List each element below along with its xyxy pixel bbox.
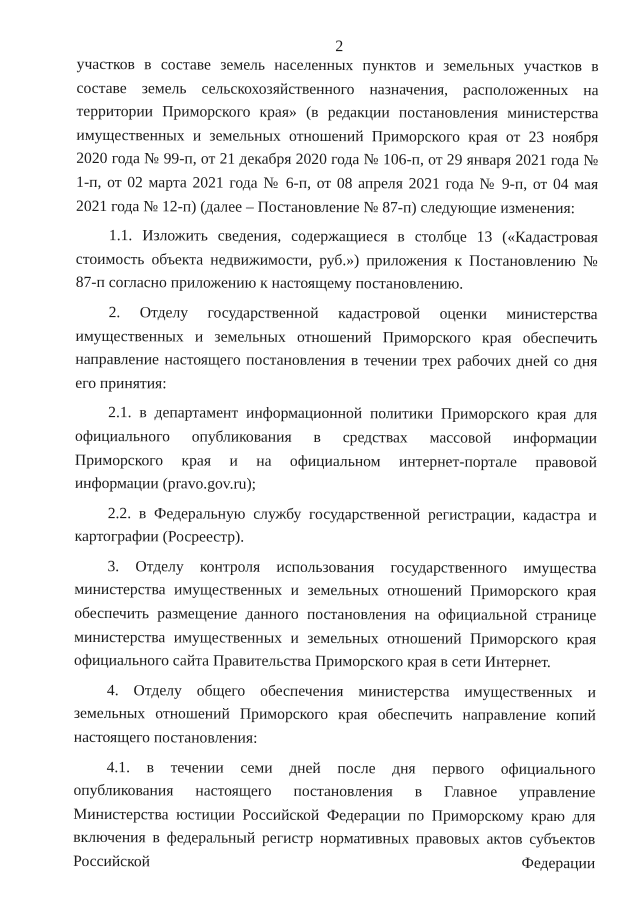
paragraph-2-1: 2.1. в департамент информационной политики Приморского края для официального опубликования в средствах массовой информации Приморского края и на официальном интернет-портале правовой информации (pravo.gov.ru); xyxy=(74,404,598,493)
paragraph-3: 3. Отделу контроля использования государственного имущества министерства имущественных и земельных отношений Приморского края обеспечить размещение данного постановления на официальной странице министерства имущественных и земельных отношений Приморского края официального сайта Правительства Приморского края в сети Интернет. xyxy=(74,557,597,672)
intro-paragraph: участков в составе земель населенных пунктов и земельных участков в составе земель сельскохозяйственного назначения, расположенных на территории Приморского края» (в редакции постановления министерства имущественных и земельных отношений Приморского края от 23 ноября 2020 года № 99-п, от 21 декабря 2020 года № 106-п, от 29 января 2021 года № 1-п, от 02 марта 2021 года № 6-п, от 08 апреля 2021 года № 9-п, от 04 мая 2021 года № 12-п) (далее – Постановление № 87-п) следующие изменения: xyxy=(76,55,599,217)
paragraph-1-1: 1.1. Изложить сведения, содержащиеся в столбце 13 («Кадастровая стоимость объекта недвижимости, руб.») приложения к Постановлению № 87-п согласно приложению к настоящему постановлению. xyxy=(75,227,598,293)
paragraph-4: 4. Отделу общего обеспечения министерства имущественных и земельных отношений Приморского края обеспечить направление копий настоящего постановления: xyxy=(73,681,596,747)
paragraph-4-1: 4.1. в течении семи дней после дня первого официального опубликования настоящего постановления в Главное управление Министерства юстиции Российской Федерации по Приморскому краю для включения в федеральный регистр нормативных правовых актов субъектов Российской Федерации xyxy=(73,758,596,873)
page-number: 2 xyxy=(335,38,344,56)
paragraph-2-2: 2.2. в Федеральную службу государственной регистрации, кадастра и картографии (Росреестр). xyxy=(74,504,597,546)
paragraph-2: 2. Отделу государственной кадастровой оценки министерства имущественных и земельных отношений Приморского края обеспечить направление настоящего постановления в течении трех рабочих дней со дня его принятия: xyxy=(75,304,598,393)
document-body xyxy=(73,53,599,876)
